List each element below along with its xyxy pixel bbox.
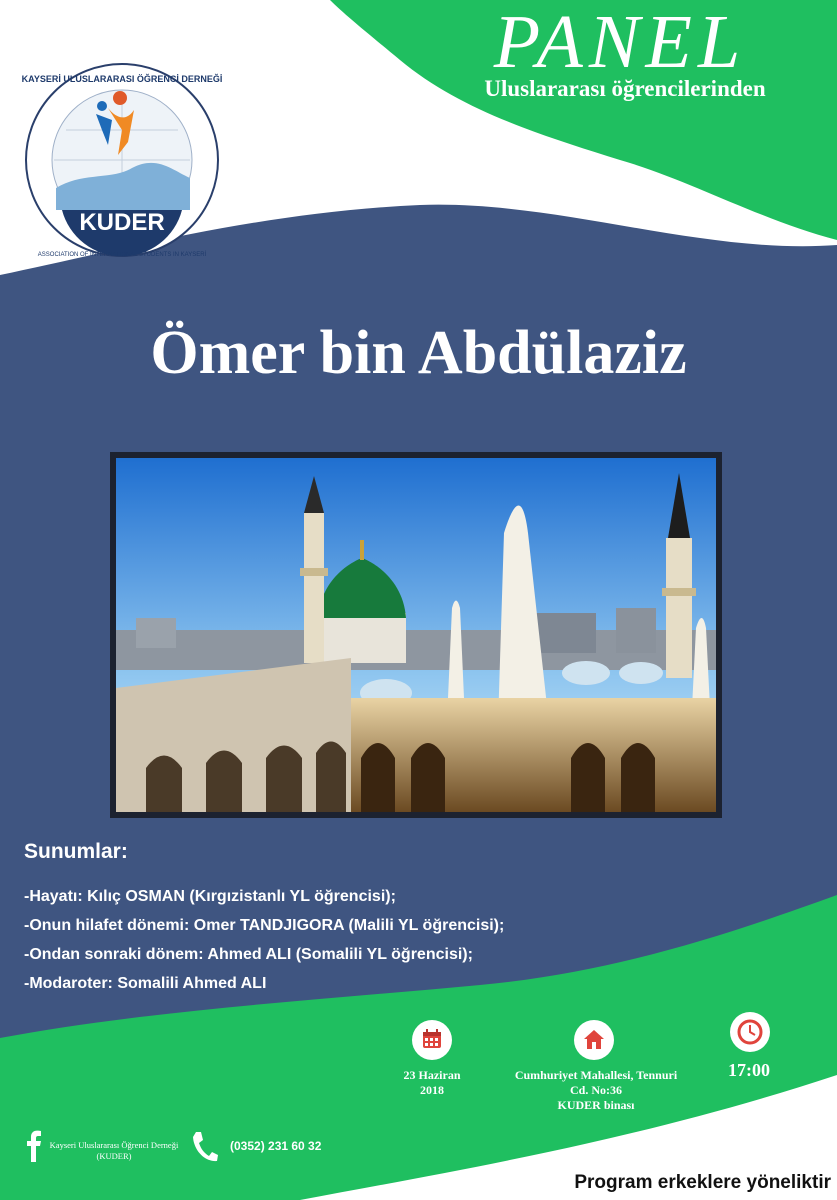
list-item: -Modaroter: Somalili Ahmed ALI: [24, 975, 267, 992]
event-date: [382, 1068, 482, 1098]
svg-text:KUDER: KUDER: [79, 209, 165, 236]
list-item: -Ondan sonraki dönem: Ahmed ALI (Somalili YL öğrencisi);: [24, 946, 473, 963]
mosque-photo: [116, 458, 716, 812]
panel-title: PANEL: [493, 0, 747, 84]
address-line: Cumhuriyet Mahallesi, Tennuri: [514, 1068, 678, 1082]
calendar-icon: [412, 1020, 452, 1060]
presentations-list: [24, 882, 504, 998]
svg-text:KAYSERİ ULUSLARARASI ÖĞRENCİ D: KAYSERİ ULUSLARARASI ÖĞRENCİ DERNEĞİ: [22, 74, 222, 84]
home-icon: [574, 1020, 614, 1060]
org-line: Kayseri Uluslararası Öğrenci Derneği: [49, 1140, 179, 1150]
organization-name: [44, 1140, 184, 1162]
photo-frame: [110, 452, 722, 818]
year-line: 2018: [420, 1083, 444, 1097]
phone-icon[interactable]: [190, 1130, 218, 1164]
kuder-logo: [22, 60, 222, 260]
event-time: 17:00: [728, 1060, 770, 1080]
facebook-icon[interactable]: [26, 1128, 42, 1162]
building-line: KUDER binası: [557, 1098, 635, 1112]
list-item: -Onun hilafet dönemi: Omer TANDJIGORA (Malili YL öğrencisi);: [24, 917, 505, 934]
phone-number[interactable]: (0352) 231 60 32: [230, 1139, 322, 1153]
event-location: [498, 1068, 694, 1113]
panel-subtitle: Uluslararası öğrencilerinden: [484, 76, 766, 101]
svg-text:ASSOCIATION OF INTERNATIONAL S: ASSOCIATION OF INTERNATIONAL STUDENTS IN KAYSERİ: [37, 252, 207, 258]
page-title: Ömer bin Abdülaziz: [150, 319, 687, 387]
date-line: 23 Haziran: [403, 1068, 461, 1082]
address-line: Cd. No:36: [569, 1083, 622, 1097]
audience-note: Program erkeklere yöneliktir: [574, 1172, 831, 1193]
presentations-heading: Sunumlar:: [24, 840, 128, 863]
clock-icon: [730, 1012, 770, 1052]
list-item: -Hayatı: Kılıç OSMAN (Kırgızistanlı YL öğrencisi);: [24, 888, 396, 905]
org-abbrev: (KUDER): [96, 1151, 132, 1161]
